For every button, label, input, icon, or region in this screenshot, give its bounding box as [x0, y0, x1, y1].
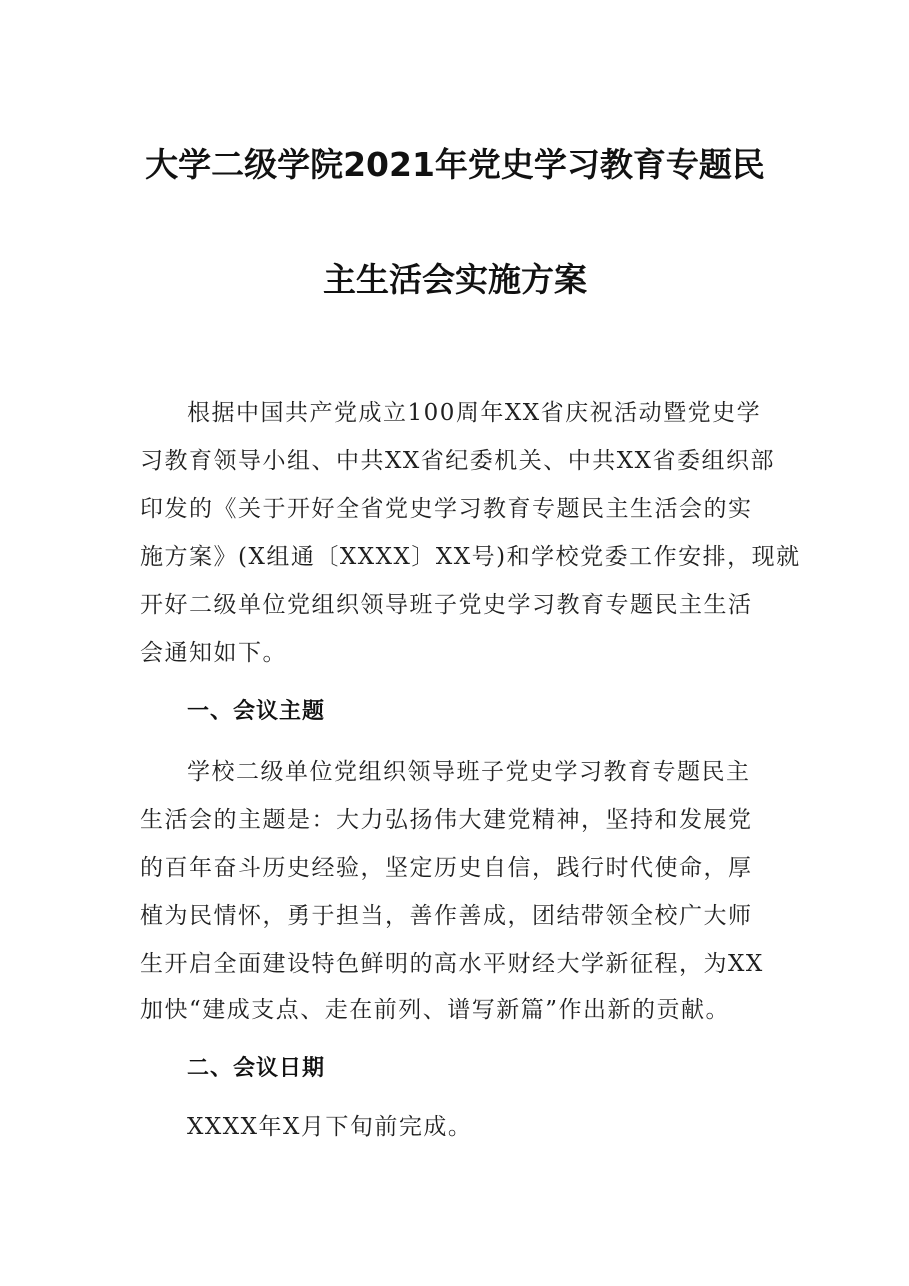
- document-title-line-2: 主生活会实施方案: [323, 260, 587, 299]
- section-1-line: 加快“建成支点、走在前列、谱写新篇”作出新的贡献。: [140, 997, 731, 1023]
- section-2-line: XXXX年X月下旬前完成。: [187, 1114, 473, 1140]
- intro-line: 印发的《关于开好全省党史学习教育专题民主生活会的实: [140, 496, 753, 522]
- section-1-line: 植为民情怀，勇于担当，善作善成，团结带领全校广大师: [140, 903, 753, 929]
- intro-line: 习教育领导小组、中共XX省纪委机关、中共XX省委组织部: [140, 448, 775, 474]
- document-title-line-1: 大学二级学院2021年党史学习教育专题民: [145, 145, 765, 184]
- section-heading-theme: 一、会议主题: [187, 699, 326, 724]
- intro-line: 根据中国共产党成立100周年XX省庆祝活动暨党史学: [187, 400, 762, 426]
- intro-line: 会通知如下。: [140, 640, 287, 666]
- section-1-line: 生活会的主题是：大力弘扬伟大建党精神，坚持和发展党: [140, 807, 753, 833]
- section-heading-date: 二、会议日期: [187, 1056, 326, 1081]
- intro-line: 开好二级单位党组织领导班子党史学习教育专题民主生活: [140, 592, 753, 618]
- section-1-line: 的百年奋斗历史经验，坚定历史自信，践行时代使命，厚: [140, 855, 753, 881]
- section-1-line: 学校二级单位党组织领导班子党史学习教育专题民主: [187, 759, 751, 785]
- section-1-line: 生开启全面建设特色鲜明的高水平财经大学新征程，为XX: [140, 951, 764, 977]
- intro-line: 施方案》(X组通〔XXXX〕XX号)和学校党委工作安排，现就: [140, 544, 801, 570]
